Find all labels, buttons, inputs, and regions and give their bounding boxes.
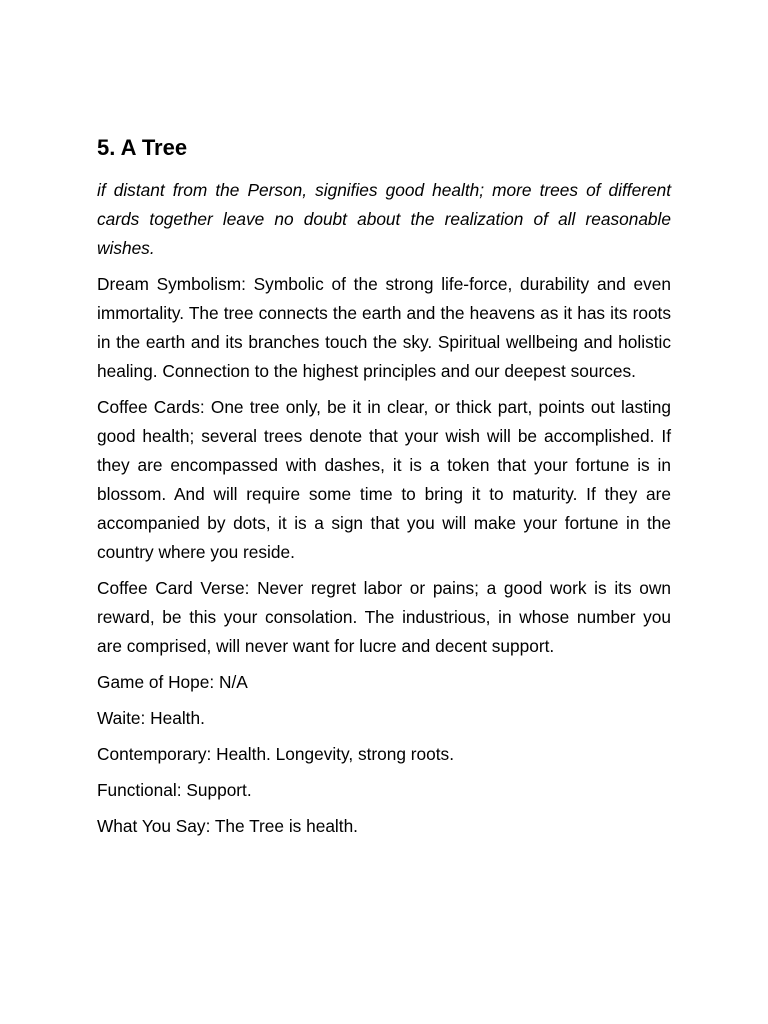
coffee-card-verse-paragraph: Coffee Card Verse: Never regret labor or pains; a good work is its own reward, be this your consolation. The industrious, in whose number you are comprised, will never want for lucre and decent support. (97, 578, 671, 656)
what-you-say-line: What You Say: The Tree is health. (97, 816, 358, 836)
intro-paragraph: if distant from the Person, signifies good health; more trees of different cards together leave no doubt about the realization of all reasonable wishes. (97, 180, 671, 258)
contemporary-line: Contemporary: Health. Longevity, strong roots. (97, 744, 454, 764)
document-page (97, 133, 671, 848)
waite-line: Waite: Health. (97, 708, 205, 728)
functional-line: Functional: Support. (97, 780, 252, 800)
coffee-cards-paragraph: Coffee Cards: One tree only, be it in clear, or thick part, points out lasting good health; several trees denote that your wish will be accomplished. If they are encompassed with dashes, it is a token that your fortune is in blossom. And will require some time to bring it to maturity. If they are accompanied by dots, it is a sign that you will make your fortune in the country where you reside. (97, 397, 671, 562)
dream-symbolism-paragraph: Dream Symbolism: Symbolic of the strong life-force, durability and even immortality. The tree connects the earth and the heavens as it has its roots in the earth and its branches touch the sky. Spiritual wellbeing and holistic healing. Connection to the highest principles and our deepest sources. (97, 274, 671, 381)
page-title: 5. A Tree (97, 135, 188, 160)
game-of-hope-line: Game of Hope: N/A (97, 672, 248, 692)
